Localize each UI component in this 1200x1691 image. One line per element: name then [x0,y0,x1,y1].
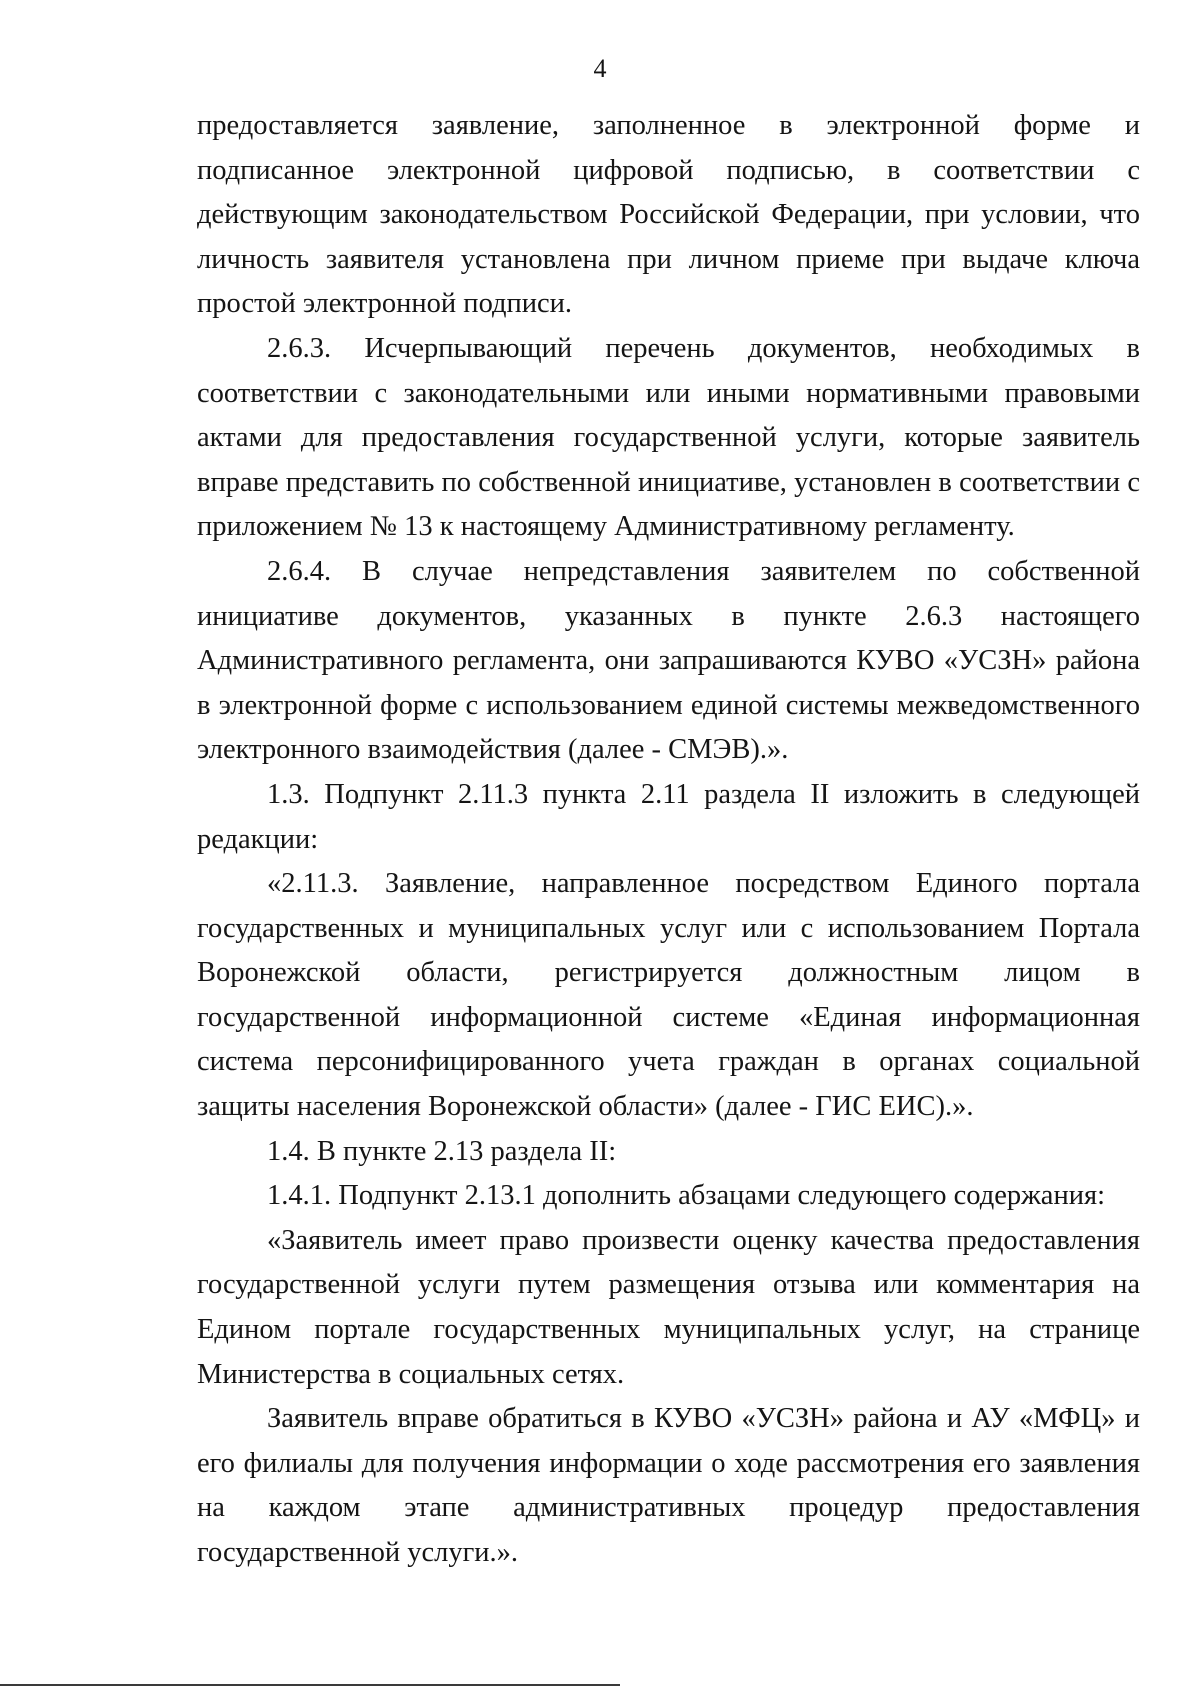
bottom-rule [0,1684,620,1686]
paragraph-1-4-1: 1.4.1. Подпункт 2.13.1 дополнить абзацами следующего содержания: [267,1180,1105,1212]
paragraph-continuation: предоставляется заявление, заполненное в электронной форме и подписанное электронной цифровой подписью, в соответствии с действующим законодательством Российской Федерации, при условии, что личность заявителя установлена при личном приеме при выдаче ключа простой электронной подписи. [197,110,1140,320]
page-number: 4 [593,54,607,83]
paragraph-rating-right: «Заявитель имеет право произвести оценку качества предоставления государственной услуги путем размещения отзыва или комментария на Едином портале государственных муниципальных услуг, на странице Министерства в социальных сетях. [197,1224,1140,1390]
paragraph-2-6-4: 2.6.4. В случае непредставления заявителем по собственной инициативе документов, указанных в пункте 2.6.3 настоящего Административного регламента, они запрашиваются КУВО «УСЗН» района в электронной форме с использованием единой системы межведомственного электронного взаимодействия (далее - СМЭВ).». [197,555,1140,766]
paragraph-2-6-3: 2.6.3. Исчерпывающий перечень документов, необходимых в соответствии с законодательными или иными нормативными правовыми актами для предоставления государственной услуги, которые заявитель вправе представить по собственной инициативе, установлен в соответствии с приложением № 13 к настоящему Административному регламенту. [197,332,1140,543]
paragraph-1-4: 1.4. В пункте 2.13 раздела II: [267,1135,617,1167]
paragraph-information-right: Заявитель вправе обратиться в КУВО «УСЗН» района и АУ «МФЦ» и его филиалы для получения информации о ходе рассмотрения его заявления на каждом этапе административных процедур предоставления государственной услуги.». [197,1403,1140,1568]
document-body [197,104,1140,1576]
paragraph-2-11-3: «2.11.3. Заявление, направленное посредством Единого портала государственных и муниципальных услуг или с использованием Портала Воронежской области, регистрируется должностным лицом в государственной информационной системе «Единая информационная система персонифицированного учета граждан в органах социальной защиты населения Воронежской области» (далее - ГИС ЕИС).». [197,868,1140,1123]
paragraph-1-3: 1.3. Подпункт 2.11.3 пункта 2.11 раздела II изложить в следующей редакции: [197,778,1140,855]
